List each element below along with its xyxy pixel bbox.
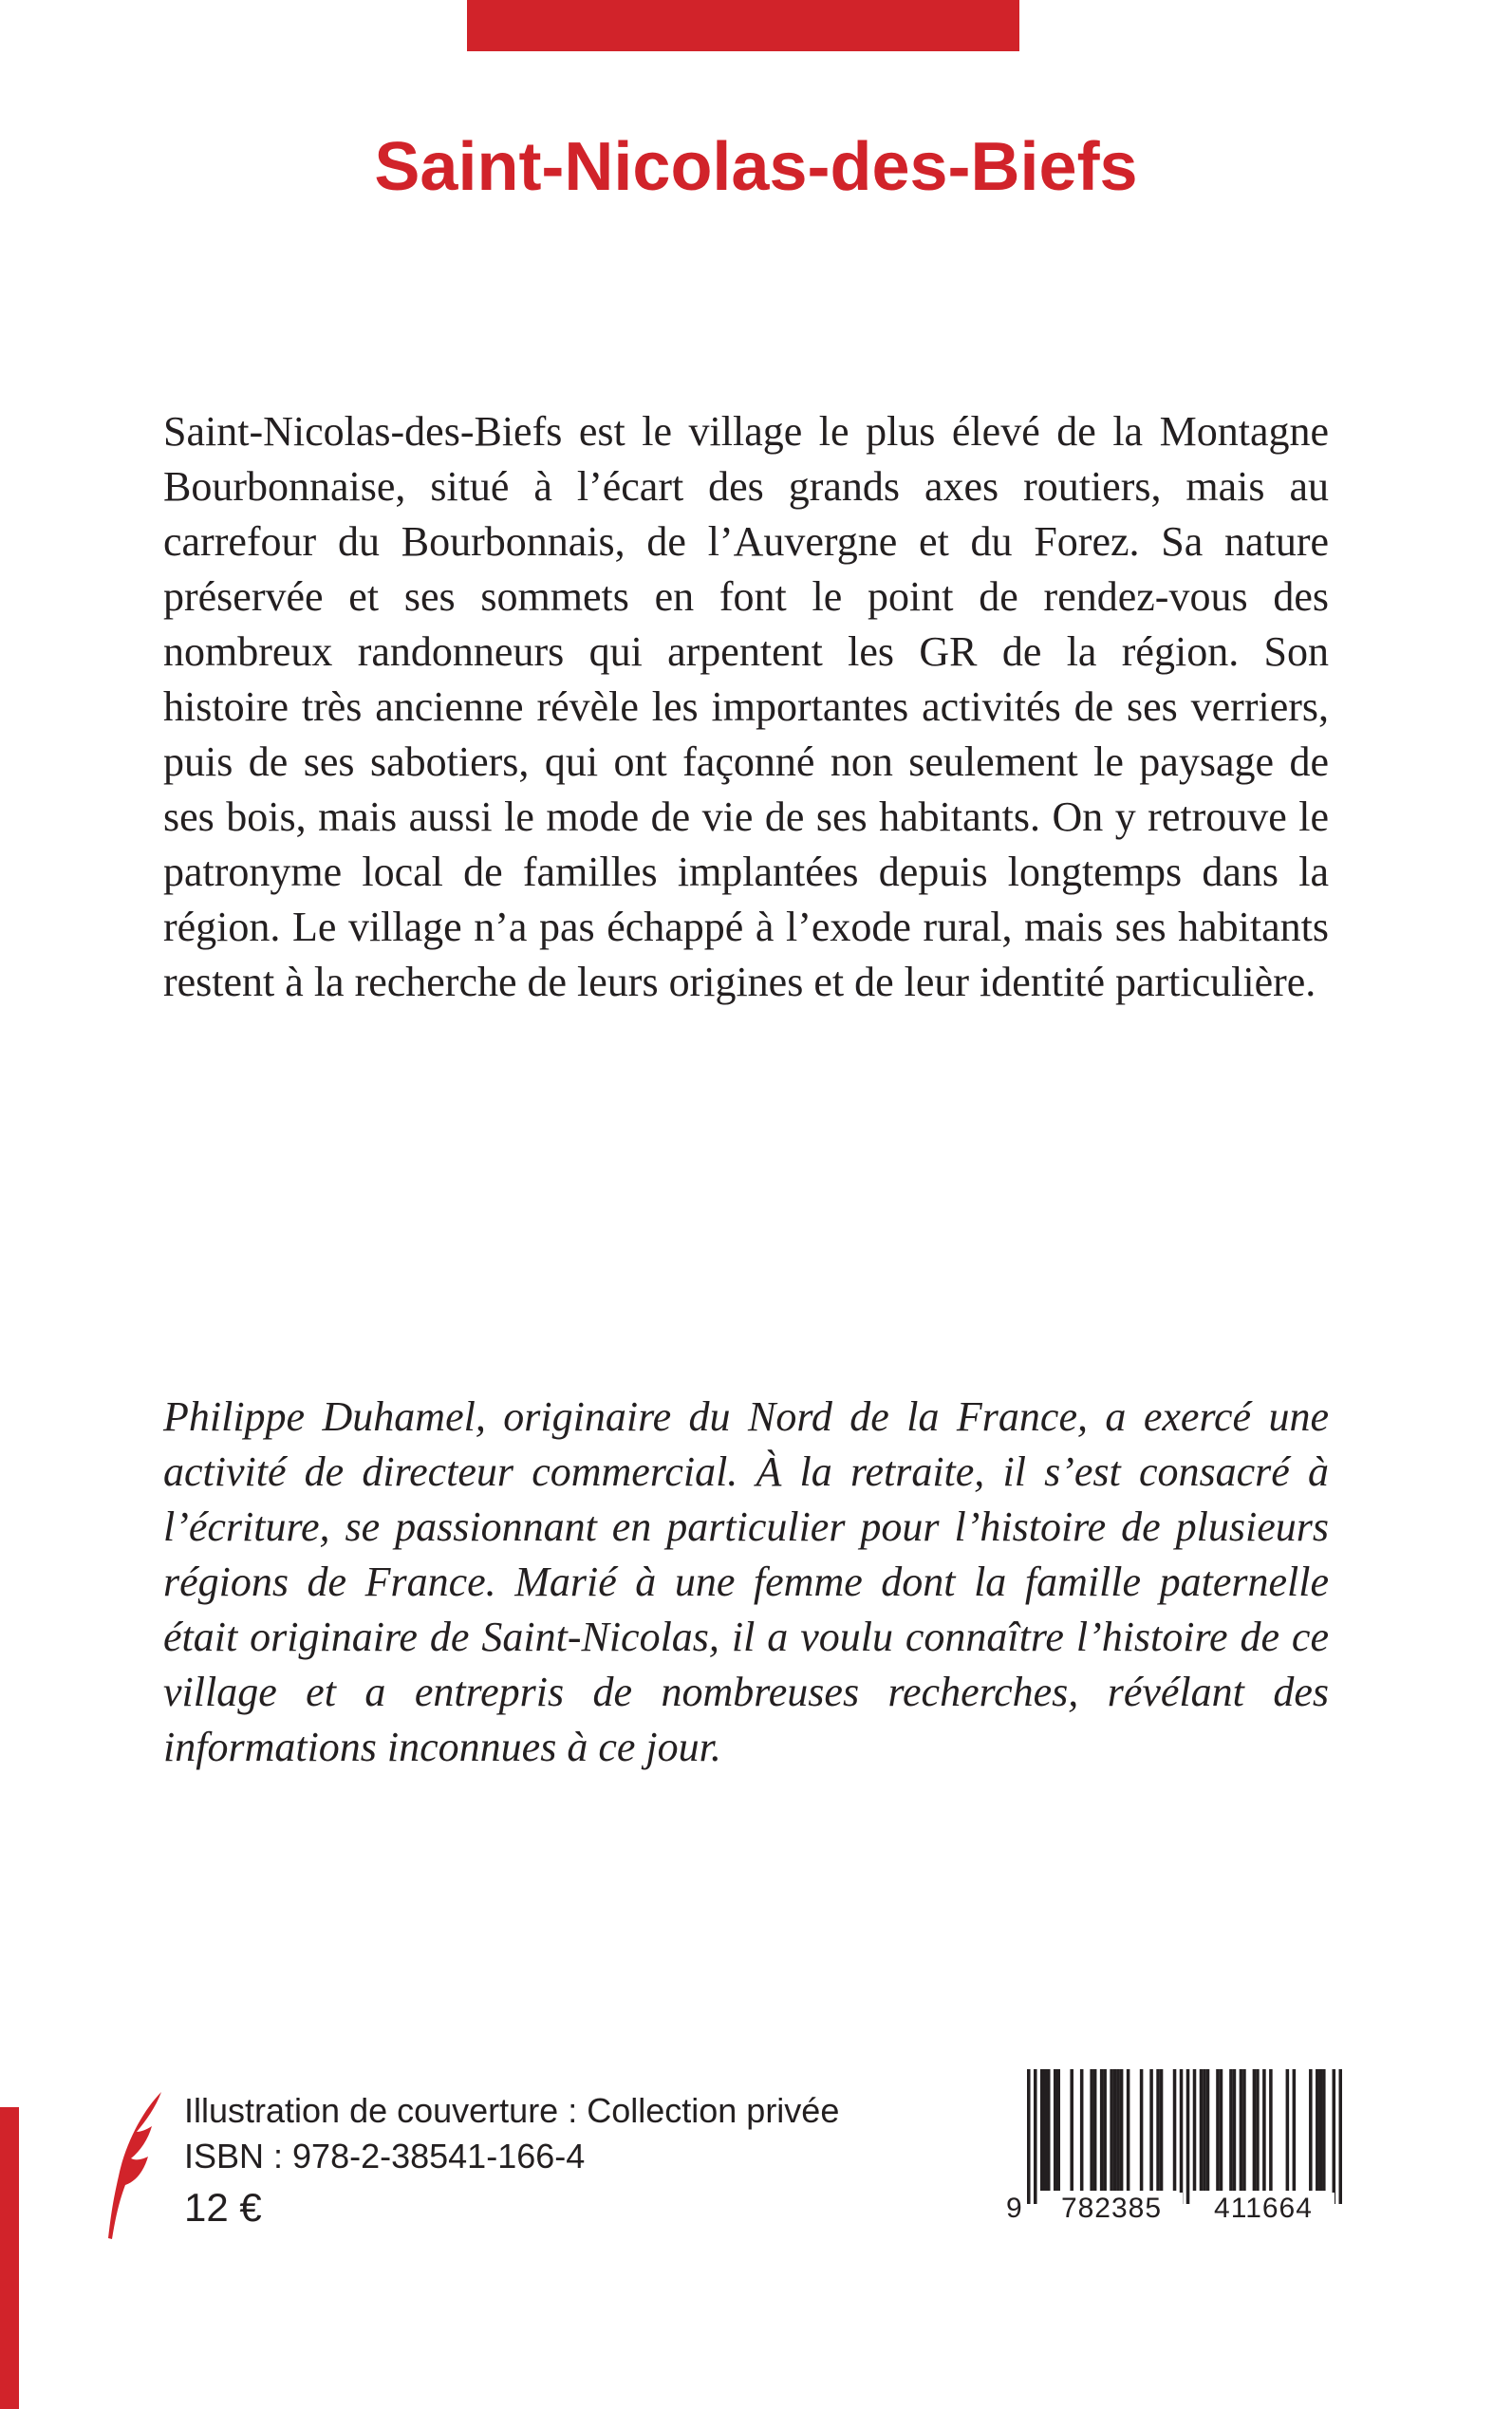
barcode-bar: [1233, 2069, 1237, 2191]
barcode-bar: [1242, 2069, 1246, 2191]
book-price: 12 €: [184, 2185, 262, 2230]
barcode-bar: [1286, 2069, 1290, 2191]
barcode-bar: [1319, 2069, 1323, 2191]
barcode-bar: [1110, 2069, 1113, 2191]
book-title: Saint-Nicolas-des-Biefs: [374, 129, 1138, 205]
barcode-bar: [1220, 2069, 1223, 2191]
barcode-bar: [1293, 2069, 1297, 2191]
barcode-bar: [1186, 2069, 1190, 2204]
barcode-bar: [1309, 2069, 1313, 2191]
barcode-bar: [1262, 2069, 1266, 2191]
barcode-bar: [1034, 2069, 1037, 2204]
barcode-bar: [1193, 2069, 1197, 2191]
top-accent-band: [467, 0, 1019, 51]
barcode-bar: [1093, 2069, 1097, 2191]
barcode-bar: [1120, 2069, 1124, 2191]
book-summary: Saint-Nicolas-des-Biefs est le village le plus élevé de la Montagne Bourbonnaise, situé à l’écart des grands axes routiers, mais au carrefour du Bourbonnais, de l’Auvergne et du Forez. Sa nature préservée et ses sommets en font le point de rendez-vous des nombreux randonneurs qui arpentent les GR de la région. Son histoire très ancienne révèle les importantes activités de ses verriers, puis de ses sabotiers, qui ont façonné non seulement le paysage de ses bois, mais aussi le mode de vie de ses habitants. On y retrouve le patronyme local de familles implantées depuis longtemps dans la région. Le village n’a pas échappé à l’exode rural, mais ses habitants restent à la recherche de leurs origines et de leur identité particulière.: [163, 408, 1329, 1005]
illustration-credit: Illustration de couverture : Collection privée: [184, 2091, 840, 2130]
barcode-bar: [1316, 2069, 1319, 2191]
barcode-bar: [1200, 2069, 1204, 2191]
barcode-bar: [1206, 2069, 1210, 2191]
barcode-bar: [1216, 2069, 1220, 2191]
barcode-bar: [1156, 2069, 1160, 2191]
isbn-number: ISBN : 978-2-38541-166-4: [184, 2137, 586, 2176]
barcode-bar: [1149, 2069, 1153, 2191]
barcode-bar: [1027, 2069, 1031, 2204]
footer-info: [184, 2088, 839, 2234]
barcode-bar: [1113, 2069, 1117, 2191]
barcode-bar: [1173, 2069, 1177, 2191]
author-biography: Philippe Duhamel, originaire du Nord de la France, a exercé une activité de directeur commercial. À la retraite, il s’est consacré à l’écriture, se passionnant en particulier pour l’histoire de plusieurs régions de France. Marié à une femme dont la famille paternelle était originaire de Saint-Nicolas, il a voulu connaître l’histoire de ce village et a entrepris de nombreuses recherches, révélant des informations inconnues à ce jour.: [163, 1393, 1329, 1770]
barcode-bar: [1229, 2069, 1233, 2191]
barcode-right-digits: 411664: [1192, 2193, 1335, 2225]
barcode-bar: [1269, 2069, 1273, 2191]
barcode-bar: [1080, 2069, 1084, 2191]
barcode-bar: [1047, 2069, 1051, 2191]
quill-feather-icon: [103, 2090, 165, 2242]
barcode-bar: [1103, 2069, 1107, 2191]
barcode-bar: [1240, 2069, 1243, 2191]
barcode-bar: [1070, 2069, 1073, 2191]
barcode-bar: [1160, 2069, 1164, 2191]
barcode-bar: [1256, 2069, 1260, 2191]
barcode-bars: [1027, 2069, 1342, 2204]
barcode-bar: [1054, 2069, 1057, 2191]
barcode-bar: [1253, 2069, 1257, 2191]
isbn-barcode: [1006, 2069, 1348, 2231]
barcode-bar: [1056, 2069, 1060, 2191]
barcode-bar: [1100, 2069, 1104, 2191]
barcode-bar: [1322, 2069, 1326, 2191]
barcode-bar: [1127, 2069, 1130, 2191]
barcode-bar: [1140, 2069, 1144, 2191]
side-accent-band: [0, 2107, 19, 2409]
barcode-first-digit: 9: [1006, 2193, 1023, 2224]
barcode-bar: [1116, 2069, 1120, 2191]
barcode-bar: [1339, 2069, 1342, 2204]
barcode-left-digits: 782385: [1040, 2193, 1183, 2225]
barcode-bar: [1333, 2069, 1336, 2204]
barcode-bar: [1040, 2069, 1044, 2191]
barcode-bar: [1043, 2069, 1047, 2191]
barcode-bar: [1203, 2069, 1206, 2191]
barcode-bar: [1090, 2069, 1093, 2191]
barcode-bar: [1180, 2069, 1184, 2204]
